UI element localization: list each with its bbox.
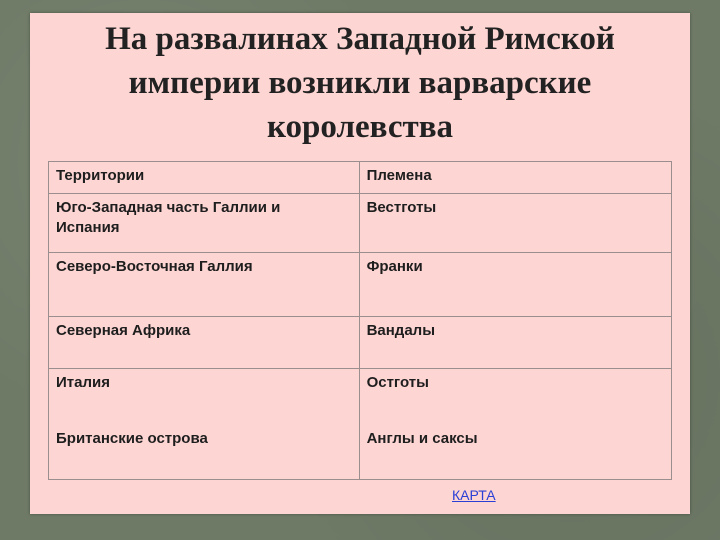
slide-title: [30, 17, 690, 149]
table-header-row: [49, 162, 672, 194]
territory-text: Италия: [56, 374, 110, 391]
header-territories: Территории: [49, 162, 360, 194]
territory-cell: Северная Африка: [49, 317, 360, 369]
tribe-cell: [359, 369, 671, 480]
table-row: [49, 253, 672, 317]
tribe-text-secondary: Англы и саксы: [366, 430, 478, 447]
tribe-cell: Вестготы: [359, 194, 671, 253]
territory-text-line-1: Юго-Западная часть Галлии и: [56, 199, 281, 216]
table-row: [49, 317, 672, 369]
table-row: [49, 194, 672, 253]
table-row: [49, 369, 672, 480]
territory-cell: Северо-Восточная Галлия: [49, 253, 360, 317]
tribe-text: Остготы: [366, 374, 429, 391]
slide: [30, 13, 690, 514]
slide-title-line-1: На развалинах Западной Римской: [105, 21, 615, 57]
tribe-cell: Франки: [359, 253, 671, 317]
slide-title-line-3: королевства: [266, 109, 454, 145]
header-tribes: Племена: [359, 162, 671, 194]
territory-cell: [49, 194, 360, 253]
map-link[interactable]: КАРТА: [452, 487, 496, 503]
kingdoms-table: [48, 161, 672, 480]
territory-text-line-2: Испания: [56, 219, 120, 236]
tribe-cell: Вандалы: [359, 317, 671, 369]
slide-title-line-2: империи возникли варварские: [128, 65, 592, 101]
territory-cell: [49, 369, 360, 480]
territory-text-secondary: Британские острова: [56, 430, 208, 447]
